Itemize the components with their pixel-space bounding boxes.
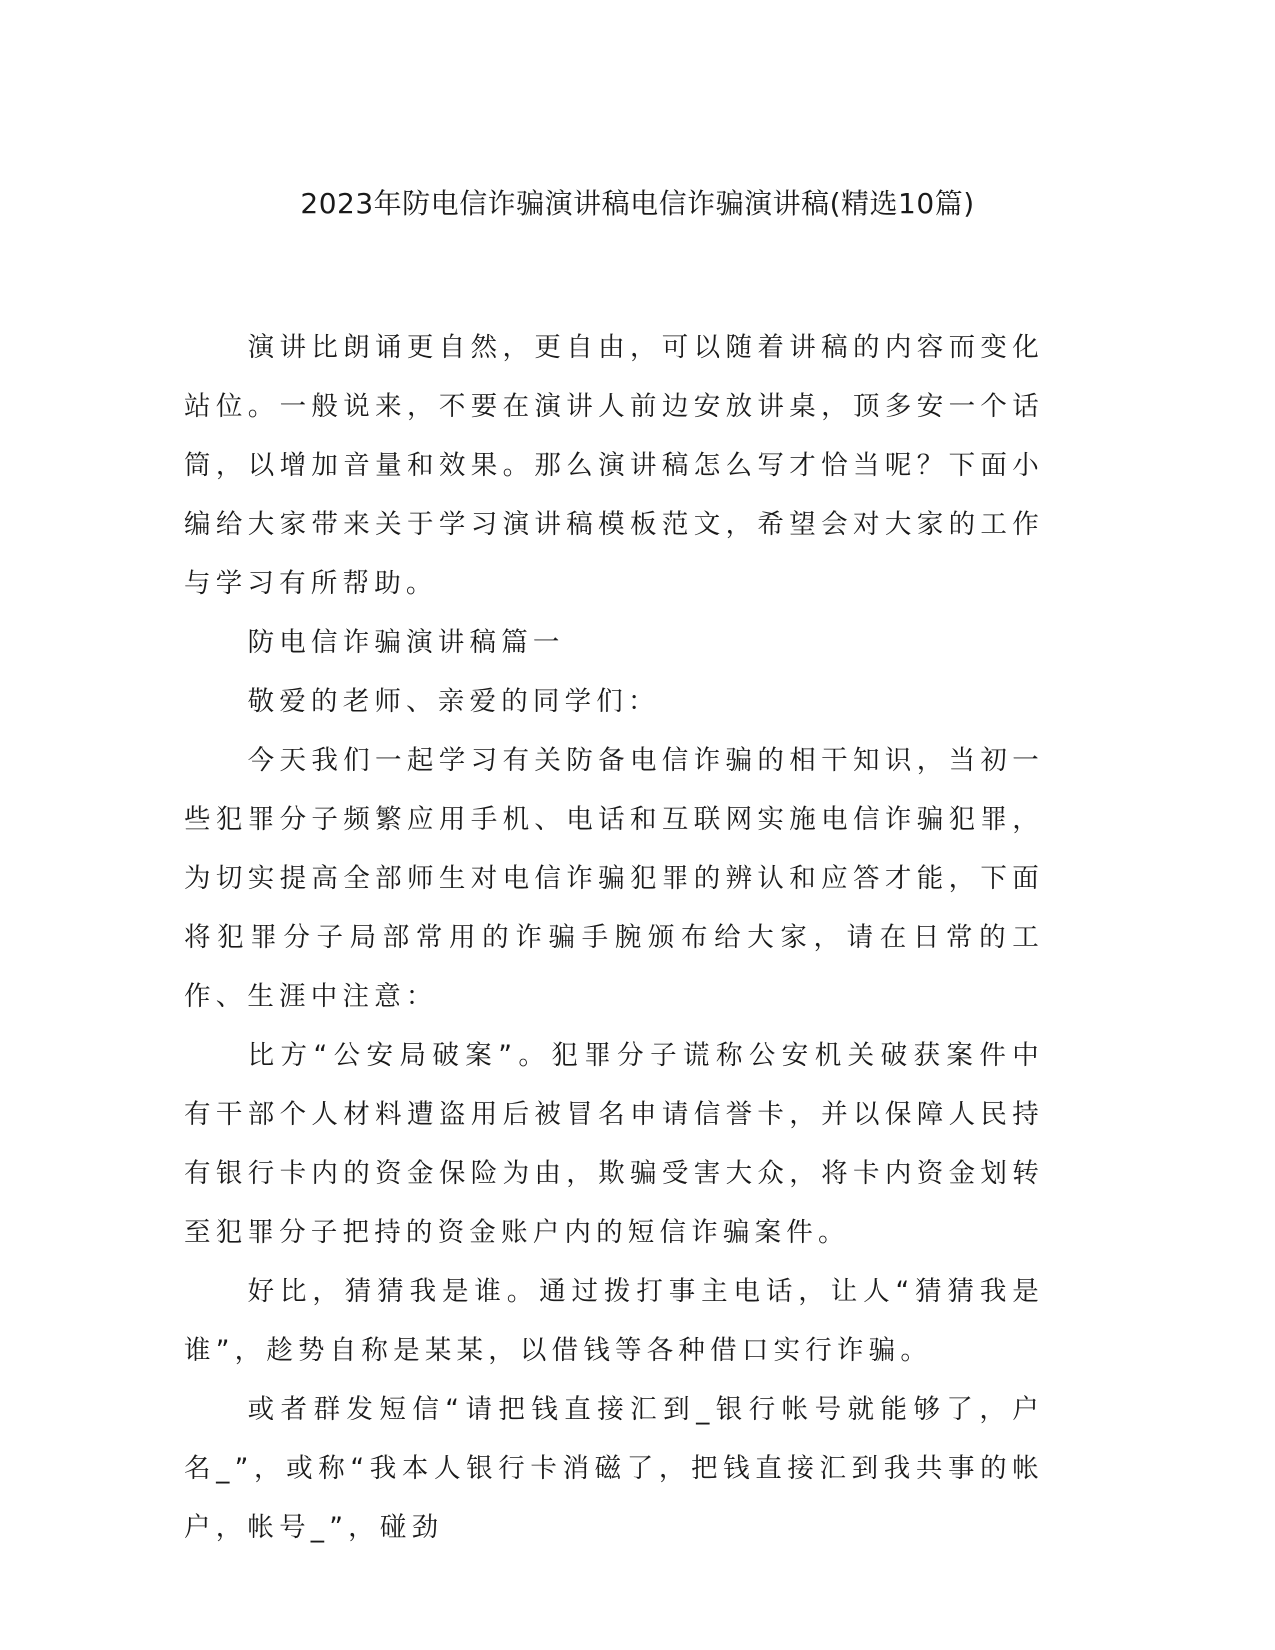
- paragraph-body: 好比，猜猜我是谁。通过拨打事主电话，让人“猜猜我是谁”，趁势自称是某某，以借钱等各种借口实行诈骗。: [184, 1276, 1044, 1366]
- document-body: [184, 318, 1044, 1557]
- section-heading: 防电信诈骗演讲稿篇一: [247, 627, 565, 658]
- paragraph-body: 比方“公安局破案”。犯罪分子谎称公安机关破获案件中有干部个人材料遭盗用后被冒名申请信誉卡，并以保障人民持有银行卡内的资金保险为由，欺骗受害大众，将卡内资金划转至犯罪分子把持的资金账户内的短信诈骗案件。: [184, 1040, 1044, 1248]
- paragraph-body: 今天我们一起学习有关防备电信诈骗的相干知识，当初一些犯罪分子频繁应用手机、电话和互联网实施电信诈骗犯罪，为切实提高全部师生对电信诈骗犯罪的辨认和应答才能，下面将犯罪分子局部常用的诈骗手腕颁布给大家，请在日常的工作、生涯中注意：: [184, 745, 1044, 1012]
- paragraph-body: 或者群发短信“请把钱直接汇到_银行帐号就能够了，户名_”，或称“我本人银行卡消磁了，把钱直接汇到我共事的帐户，帐号_”，碰劲: [184, 1394, 1044, 1543]
- document-title: 2023年防电信诈骗演讲稿电信诈骗演讲稿(精选10篇): [300, 187, 975, 220]
- salutation: 敬爱的老师、亲爱的同学们：: [247, 686, 660, 717]
- paragraph-intro: 演讲比朗诵更自然，更自由，可以随着讲稿的内容而变化站位。一般说来，不要在演讲人前边安放讲桌，顶多安一个话筒，以增加音量和效果。那么演讲稿怎么写才恰当呢？下面小编给大家带来关于学习演讲稿模板范文，希望会对大家的工作与学习有所帮助。: [184, 332, 1044, 599]
